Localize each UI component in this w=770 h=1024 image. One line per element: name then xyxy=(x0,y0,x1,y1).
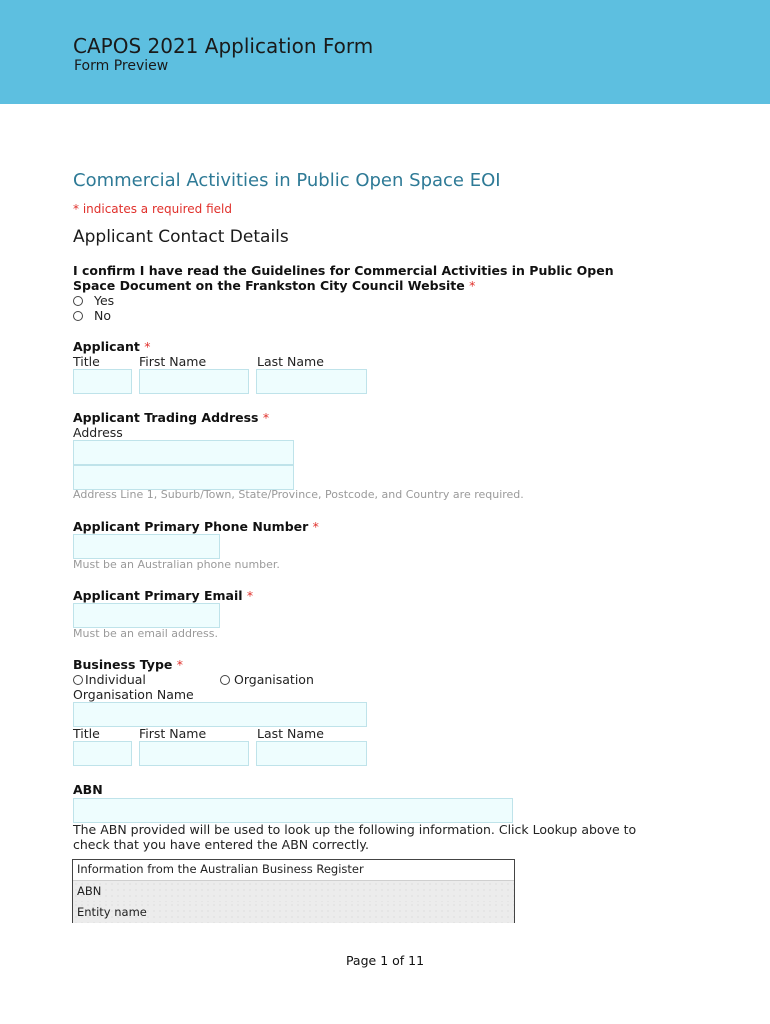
radio-circle-icon[interactable] xyxy=(73,296,83,306)
radio-option-individual[interactable] xyxy=(73,672,146,687)
applicant-last-name-input[interactable] xyxy=(256,369,367,394)
address-line2-input[interactable] xyxy=(73,465,294,490)
required-field-note: * indicates a required field xyxy=(73,202,232,216)
email-label xyxy=(73,588,253,603)
abn-register-panel xyxy=(72,859,515,923)
phone-label-text: Applicant Primary Phone Number xyxy=(73,519,309,534)
confirm-label-line1 xyxy=(73,263,614,278)
abn-register-header: Information from the Australian Business Register xyxy=(73,860,514,881)
contact-title-label: Title xyxy=(73,726,100,741)
email-hint: Must be an email address. xyxy=(73,627,219,640)
required-star: * xyxy=(469,278,476,293)
radio-option-no[interactable] xyxy=(73,308,111,323)
business-type-label-text: Business Type xyxy=(73,657,173,672)
abn-register-row-entity-name: Entity name xyxy=(73,902,514,923)
applicant-title-input[interactable] xyxy=(73,369,132,394)
radio-option-yes[interactable] xyxy=(73,293,114,308)
page-header xyxy=(0,0,770,104)
abn-help-line2: check that you have entered the ABN correctly. xyxy=(73,837,369,852)
contact-last-name-input[interactable] xyxy=(256,741,367,766)
confirm-label-text1: I confirm I have read the Guidelines for Commercial Activities in Public Open xyxy=(73,263,614,278)
phone-label xyxy=(73,519,319,534)
radio-label-individual: Individual xyxy=(85,672,146,687)
radio-circle-icon[interactable] xyxy=(73,311,83,321)
organisation-name-input[interactable] xyxy=(73,702,367,727)
phone-input[interactable] xyxy=(73,534,220,559)
radio-label-organisation: Organisation xyxy=(234,672,314,687)
applicant-title-label: Title xyxy=(73,354,100,369)
abn-help-line1: The ABN provided will be used to look up the following information. Click Lookup above to xyxy=(73,822,637,837)
required-star: * xyxy=(262,410,270,425)
required-star: * xyxy=(176,657,183,672)
confirm-label-text2: Space Document on the Frankston City Council Website xyxy=(73,278,465,293)
radio-label-no: No xyxy=(94,308,111,323)
radio-circle-icon[interactable] xyxy=(220,675,230,685)
section-title: Applicant Contact Details xyxy=(73,227,289,247)
abn-register-row-abn: ABN xyxy=(73,881,514,902)
form-title: Commercial Activities in Public Open Space EOI xyxy=(73,170,501,191)
abn-label: ABN xyxy=(73,782,103,797)
applicant-first-name-label: First Name xyxy=(139,354,207,369)
trading-address-label xyxy=(73,410,269,425)
contact-title-input[interactable] xyxy=(73,741,132,766)
applicant-label-text: Applicant xyxy=(73,339,140,354)
applicant-label xyxy=(73,339,150,354)
radio-label-yes: Yes xyxy=(94,293,115,308)
address-sub-label: Address xyxy=(73,425,123,440)
applicant-last-name-label: Last Name xyxy=(257,354,324,369)
contact-first-name-label: First Name xyxy=(139,726,207,741)
email-label-text: Applicant Primary Email xyxy=(73,588,243,603)
required-star: * xyxy=(246,588,254,603)
business-type-label xyxy=(73,657,183,672)
page-number: Page 1 of 11 xyxy=(345,953,425,968)
phone-hint: Must be an Australian phone number. xyxy=(73,558,280,571)
contact-last-name-label: Last Name xyxy=(257,726,324,741)
organisation-name-label: Organisation Name xyxy=(73,687,194,702)
required-star: * xyxy=(144,339,151,354)
radio-circle-icon[interactable] xyxy=(73,675,83,685)
address-hint: Address Line 1, Suburb/Town, State/Province, Postcode, and Country are required. xyxy=(73,488,524,501)
page-subtitle: Form Preview xyxy=(74,58,169,74)
confirm-label-line2 xyxy=(73,278,475,293)
required-star: * xyxy=(312,519,319,534)
address-line1-input[interactable] xyxy=(73,440,294,465)
page-title: CAPOS 2021 Application Form xyxy=(73,34,374,58)
trading-address-label-text: Applicant Trading Address xyxy=(73,410,259,425)
contact-first-name-input[interactable] xyxy=(139,741,249,766)
email-input[interactable] xyxy=(73,603,220,628)
radio-option-organisation[interactable] xyxy=(220,672,314,687)
abn-input[interactable] xyxy=(73,798,513,823)
applicant-first-name-input[interactable] xyxy=(139,369,249,394)
